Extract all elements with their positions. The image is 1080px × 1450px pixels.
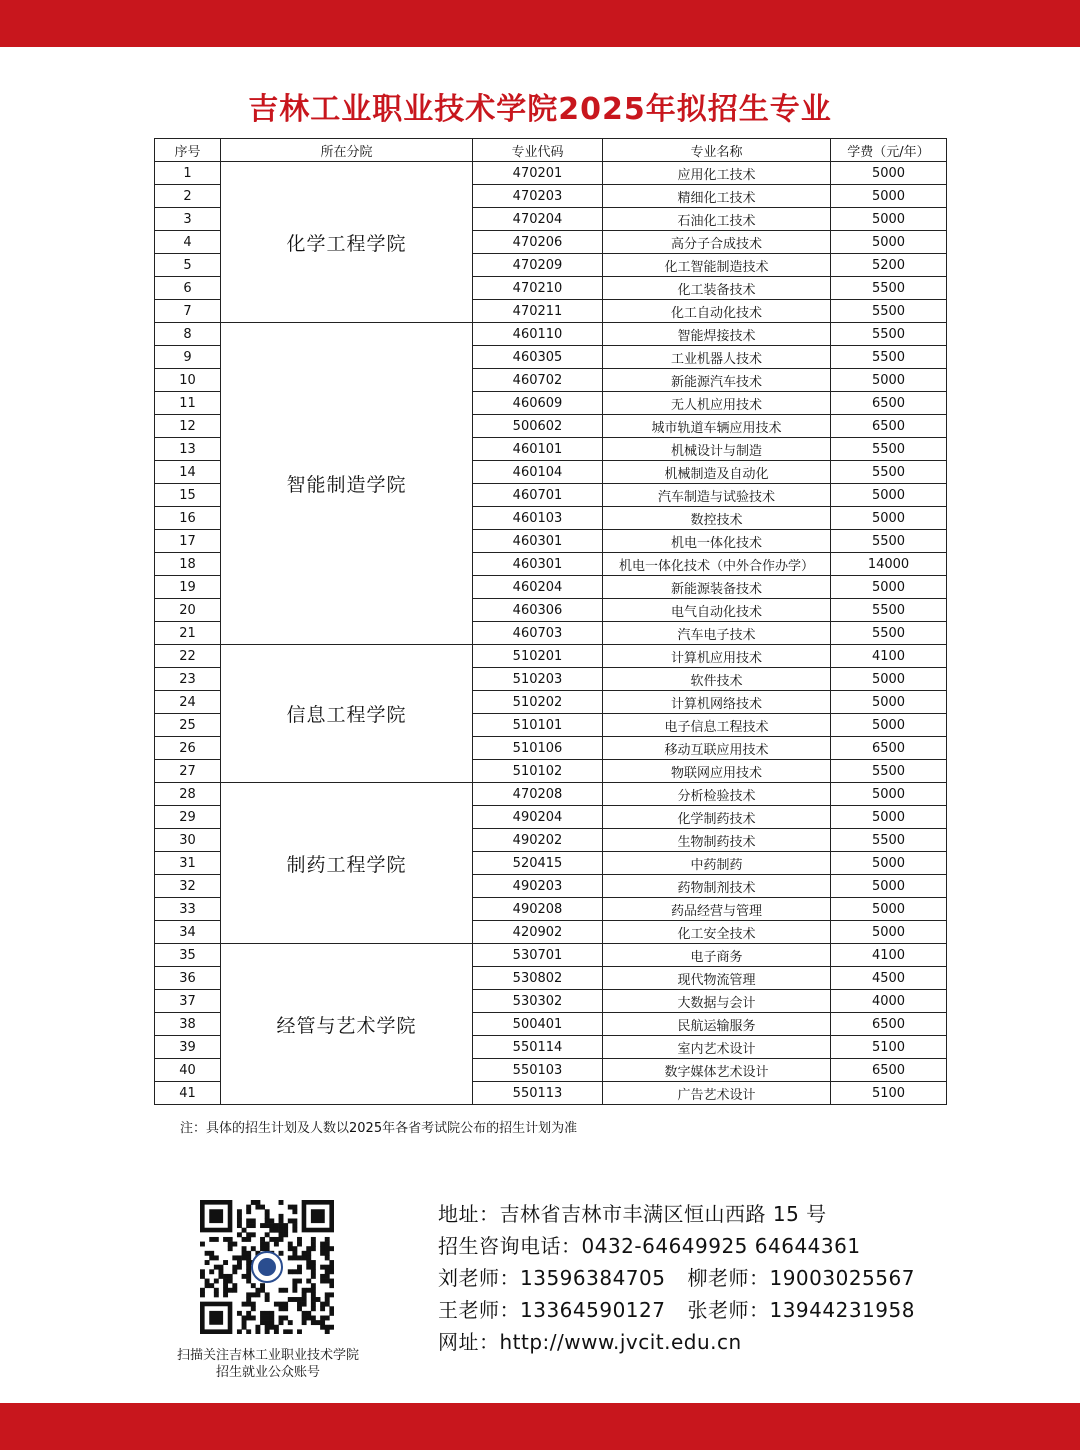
cell-tuition: 5000 bbox=[831, 576, 947, 599]
cell-code: 500602 bbox=[473, 415, 603, 438]
cell-index: 12 bbox=[155, 415, 221, 438]
cell-code: 550114 bbox=[473, 1036, 603, 1059]
cell-index: 19 bbox=[155, 576, 221, 599]
cell-college: 制药工程学院 bbox=[221, 783, 473, 944]
cell-tuition: 5500 bbox=[831, 300, 947, 323]
teacher-wang: 王老师：13364590127 bbox=[438, 1298, 666, 1322]
cell-index: 40 bbox=[155, 1059, 221, 1082]
cell-major: 物联网应用技术 bbox=[603, 760, 831, 783]
cell-tuition: 5500 bbox=[831, 461, 947, 484]
cell-tuition: 6500 bbox=[831, 1013, 947, 1036]
cell-code: 500401 bbox=[473, 1013, 603, 1036]
cell-tuition: 5000 bbox=[831, 875, 947, 898]
cell-code: 470204 bbox=[473, 208, 603, 231]
cell-major: 计算机网络技术 bbox=[603, 691, 831, 714]
table-row bbox=[155, 323, 947, 346]
cell-code: 470210 bbox=[473, 277, 603, 300]
table-row bbox=[155, 783, 947, 806]
cell-major: 石油化工技术 bbox=[603, 208, 831, 231]
cell-major: 工业机器人技术 bbox=[603, 346, 831, 369]
cell-code: 510101 bbox=[473, 714, 603, 737]
contact-address: 地址：吉林省吉林市丰满区恒山西路 15 号 bbox=[438, 1202, 827, 1226]
cell-tuition: 5000 bbox=[831, 507, 947, 530]
cell-college: 化学工程学院 bbox=[221, 162, 473, 323]
cell-code: 530802 bbox=[473, 967, 603, 990]
cell-tuition: 5500 bbox=[831, 323, 947, 346]
majors-table bbox=[154, 138, 947, 1105]
contact-website[interactable]: 网址：http://www.jvcit.edu.cn bbox=[438, 1330, 742, 1354]
cell-tuition: 4100 bbox=[831, 645, 947, 668]
cell-code: 530701 bbox=[473, 944, 603, 967]
cell-major: 中药制药 bbox=[603, 852, 831, 875]
cell-tuition: 4500 bbox=[831, 967, 947, 990]
header-index: 序号 bbox=[155, 139, 221, 162]
cell-index: 3 bbox=[155, 208, 221, 231]
cell-code: 470209 bbox=[473, 254, 603, 277]
cell-tuition: 5500 bbox=[831, 346, 947, 369]
cell-code: 460101 bbox=[473, 438, 603, 461]
cell-tuition: 5200 bbox=[831, 254, 947, 277]
cell-index: 25 bbox=[155, 714, 221, 737]
cell-major: 电气自动化技术 bbox=[603, 599, 831, 622]
cell-major: 智能焊接技术 bbox=[603, 323, 831, 346]
cell-major: 应用化工技术 bbox=[603, 162, 831, 185]
cell-index: 7 bbox=[155, 300, 221, 323]
cell-tuition: 5000 bbox=[831, 898, 947, 921]
cell-code: 510202 bbox=[473, 691, 603, 714]
cell-code: 550103 bbox=[473, 1059, 603, 1082]
cell-index: 36 bbox=[155, 967, 221, 990]
contact-phone: 招生咨询电话：0432-64649925 64644361 bbox=[438, 1234, 861, 1258]
cell-code: 460609 bbox=[473, 392, 603, 415]
cell-code: 470203 bbox=[473, 185, 603, 208]
cell-tuition: 5000 bbox=[831, 714, 947, 737]
cell-index: 35 bbox=[155, 944, 221, 967]
cell-code: 510201 bbox=[473, 645, 603, 668]
cell-major: 民航运输服务 bbox=[603, 1013, 831, 1036]
contact-info bbox=[438, 1198, 915, 1358]
cell-college: 经管与艺术学院 bbox=[221, 944, 473, 1105]
cell-major: 化工装备技术 bbox=[603, 277, 831, 300]
cell-major: 分析检验技术 bbox=[603, 783, 831, 806]
cell-major: 数控技术 bbox=[603, 507, 831, 530]
cell-code: 460703 bbox=[473, 622, 603, 645]
cell-major: 化工智能制造技术 bbox=[603, 254, 831, 277]
cell-major: 化工自动化技术 bbox=[603, 300, 831, 323]
cell-major: 机电一体化技术 bbox=[603, 530, 831, 553]
cell-tuition: 5000 bbox=[831, 852, 947, 875]
cell-tuition: 5000 bbox=[831, 208, 947, 231]
cell-index: 16 bbox=[155, 507, 221, 530]
cell-major: 高分子合成技术 bbox=[603, 231, 831, 254]
cell-college: 信息工程学院 bbox=[221, 645, 473, 783]
cell-index: 30 bbox=[155, 829, 221, 852]
cell-code: 510203 bbox=[473, 668, 603, 691]
cell-code: 470211 bbox=[473, 300, 603, 323]
teacher-liu: 刘老师：13596384705 bbox=[438, 1266, 666, 1290]
cell-code: 460301 bbox=[473, 530, 603, 553]
cell-code: 460702 bbox=[473, 369, 603, 392]
cell-major: 移动互联应用技术 bbox=[603, 737, 831, 760]
cell-tuition: 5000 bbox=[831, 484, 947, 507]
cell-index: 9 bbox=[155, 346, 221, 369]
cell-index: 2 bbox=[155, 185, 221, 208]
qr-caption-line2: 招生就业公众账号 bbox=[215, 1365, 320, 1380]
qr-code bbox=[200, 1200, 334, 1334]
cell-code: 510102 bbox=[473, 760, 603, 783]
contact-teachers-1 bbox=[438, 1262, 915, 1294]
cell-major: 新能源汽车技术 bbox=[603, 369, 831, 392]
qr-caption bbox=[150, 1347, 386, 1381]
cell-code: 460306 bbox=[473, 599, 603, 622]
table-row bbox=[155, 645, 947, 668]
header-college: 所在分院 bbox=[221, 139, 473, 162]
cell-code: 470208 bbox=[473, 783, 603, 806]
cell-major: 汽车制造与试验技术 bbox=[603, 484, 831, 507]
cell-code: 490202 bbox=[473, 829, 603, 852]
cell-tuition: 5100 bbox=[831, 1082, 947, 1105]
cell-code: 530302 bbox=[473, 990, 603, 1013]
cell-code: 420902 bbox=[473, 921, 603, 944]
cell-index: 1 bbox=[155, 162, 221, 185]
cell-code: 510106 bbox=[473, 737, 603, 760]
cell-major: 生物制药技术 bbox=[603, 829, 831, 852]
cell-index: 15 bbox=[155, 484, 221, 507]
cell-code: 460110 bbox=[473, 323, 603, 346]
cell-major: 无人机应用技术 bbox=[603, 392, 831, 415]
cell-tuition: 4100 bbox=[831, 944, 947, 967]
cell-index: 22 bbox=[155, 645, 221, 668]
cell-index: 23 bbox=[155, 668, 221, 691]
cell-tuition: 5000 bbox=[831, 921, 947, 944]
header-code: 专业代码 bbox=[473, 139, 603, 162]
cell-tuition: 5500 bbox=[831, 760, 947, 783]
cell-index: 34 bbox=[155, 921, 221, 944]
cell-major: 药品经营与管理 bbox=[603, 898, 831, 921]
cell-index: 20 bbox=[155, 599, 221, 622]
cell-index: 17 bbox=[155, 530, 221, 553]
cell-tuition: 6500 bbox=[831, 392, 947, 415]
table-body bbox=[155, 162, 947, 1105]
cell-major: 城市轨道车辆应用技术 bbox=[603, 415, 831, 438]
table-row bbox=[155, 162, 947, 185]
cell-tuition: 5500 bbox=[831, 438, 947, 461]
cell-code: 460104 bbox=[473, 461, 603, 484]
cell-tuition: 5100 bbox=[831, 1036, 947, 1059]
cell-tuition: 6500 bbox=[831, 415, 947, 438]
cell-major: 新能源装备技术 bbox=[603, 576, 831, 599]
cell-code: 470201 bbox=[473, 162, 603, 185]
cell-code: 550113 bbox=[473, 1082, 603, 1105]
footnote: 注：具体的招生计划及人数以2025年各省考试院公布的招生计划为准 bbox=[180, 1121, 578, 1136]
cell-tuition: 5500 bbox=[831, 829, 947, 852]
cell-index: 31 bbox=[155, 852, 221, 875]
cell-tuition: 5000 bbox=[831, 806, 947, 829]
table-row bbox=[155, 944, 947, 967]
cell-code: 490208 bbox=[473, 898, 603, 921]
cell-code: 460305 bbox=[473, 346, 603, 369]
cell-major: 机电一体化技术（中外合作办学） bbox=[603, 553, 831, 576]
cell-major: 机械设计与制造 bbox=[603, 438, 831, 461]
top-red-bar bbox=[0, 0, 1080, 47]
contact-teachers-2 bbox=[438, 1294, 915, 1326]
teacher-zhang: 张老师：13944231958 bbox=[687, 1298, 915, 1322]
cell-tuition: 6500 bbox=[831, 737, 947, 760]
cell-index: 8 bbox=[155, 323, 221, 346]
cell-index: 24 bbox=[155, 691, 221, 714]
header-major: 专业名称 bbox=[603, 139, 831, 162]
cell-tuition: 14000 bbox=[831, 553, 947, 576]
cell-index: 6 bbox=[155, 277, 221, 300]
cell-major: 广告艺术设计 bbox=[603, 1082, 831, 1105]
cell-index: 5 bbox=[155, 254, 221, 277]
cell-major: 精细化工技术 bbox=[603, 185, 831, 208]
cell-index: 4 bbox=[155, 231, 221, 254]
cell-tuition: 5000 bbox=[831, 369, 947, 392]
cell-major: 计算机应用技术 bbox=[603, 645, 831, 668]
teacher-liu2: 柳老师：19003025567 bbox=[687, 1266, 915, 1290]
cell-index: 26 bbox=[155, 737, 221, 760]
cell-code: 460103 bbox=[473, 507, 603, 530]
cell-major: 数字媒体艺术设计 bbox=[603, 1059, 831, 1082]
cell-tuition: 5000 bbox=[831, 185, 947, 208]
cell-index: 38 bbox=[155, 1013, 221, 1036]
cell-tuition: 4000 bbox=[831, 990, 947, 1013]
cell-code: 490204 bbox=[473, 806, 603, 829]
cell-index: 39 bbox=[155, 1036, 221, 1059]
cell-major: 药物制剂技术 bbox=[603, 875, 831, 898]
cell-index: 37 bbox=[155, 990, 221, 1013]
cell-index: 21 bbox=[155, 622, 221, 645]
cell-index: 10 bbox=[155, 369, 221, 392]
cell-code: 460701 bbox=[473, 484, 603, 507]
cell-tuition: 5500 bbox=[831, 277, 947, 300]
cell-code: 460204 bbox=[473, 576, 603, 599]
cell-major: 软件技术 bbox=[603, 668, 831, 691]
cell-major: 化工安全技术 bbox=[603, 921, 831, 944]
cell-tuition: 5500 bbox=[831, 622, 947, 645]
cell-college: 智能制造学院 bbox=[221, 323, 473, 645]
cell-code: 470206 bbox=[473, 231, 603, 254]
cell-tuition: 5500 bbox=[831, 599, 947, 622]
cell-tuition: 6500 bbox=[831, 1059, 947, 1082]
cell-code: 520415 bbox=[473, 852, 603, 875]
cell-code: 460301 bbox=[473, 553, 603, 576]
cell-major: 化学制药技术 bbox=[603, 806, 831, 829]
cell-tuition: 5500 bbox=[831, 530, 947, 553]
cell-index: 33 bbox=[155, 898, 221, 921]
cell-index: 18 bbox=[155, 553, 221, 576]
cell-tuition: 5000 bbox=[831, 783, 947, 806]
cell-index: 41 bbox=[155, 1082, 221, 1105]
cell-index: 28 bbox=[155, 783, 221, 806]
cell-tuition: 5000 bbox=[831, 231, 947, 254]
cell-major: 汽车电子技术 bbox=[603, 622, 831, 645]
cell-tuition: 5000 bbox=[831, 668, 947, 691]
cell-major: 室内艺术设计 bbox=[603, 1036, 831, 1059]
cell-index: 11 bbox=[155, 392, 221, 415]
cell-index: 27 bbox=[155, 760, 221, 783]
cell-index: 14 bbox=[155, 461, 221, 484]
cell-index: 13 bbox=[155, 438, 221, 461]
table-header-row bbox=[155, 139, 947, 162]
cell-major: 大数据与会计 bbox=[603, 990, 831, 1013]
cell-major: 电子商务 bbox=[603, 944, 831, 967]
page-title: 吉林工业职业技术学院2025年拟招生专业 bbox=[248, 92, 832, 127]
cell-code: 490203 bbox=[473, 875, 603, 898]
cell-major: 机械制造及自动化 bbox=[603, 461, 831, 484]
cell-major: 电子信息工程技术 bbox=[603, 714, 831, 737]
cell-tuition: 5000 bbox=[831, 162, 947, 185]
qr-caption-line1: 扫描关注吉林工业职业技术学院 bbox=[176, 1348, 359, 1363]
bottom-red-bar bbox=[0, 1403, 1080, 1450]
cell-tuition: 5000 bbox=[831, 691, 947, 714]
cell-index: 29 bbox=[155, 806, 221, 829]
qr-code-image bbox=[200, 1200, 334, 1334]
header-tuition: 学费（元/年） bbox=[831, 139, 947, 162]
cell-major: 现代物流管理 bbox=[603, 967, 831, 990]
cell-index: 32 bbox=[155, 875, 221, 898]
